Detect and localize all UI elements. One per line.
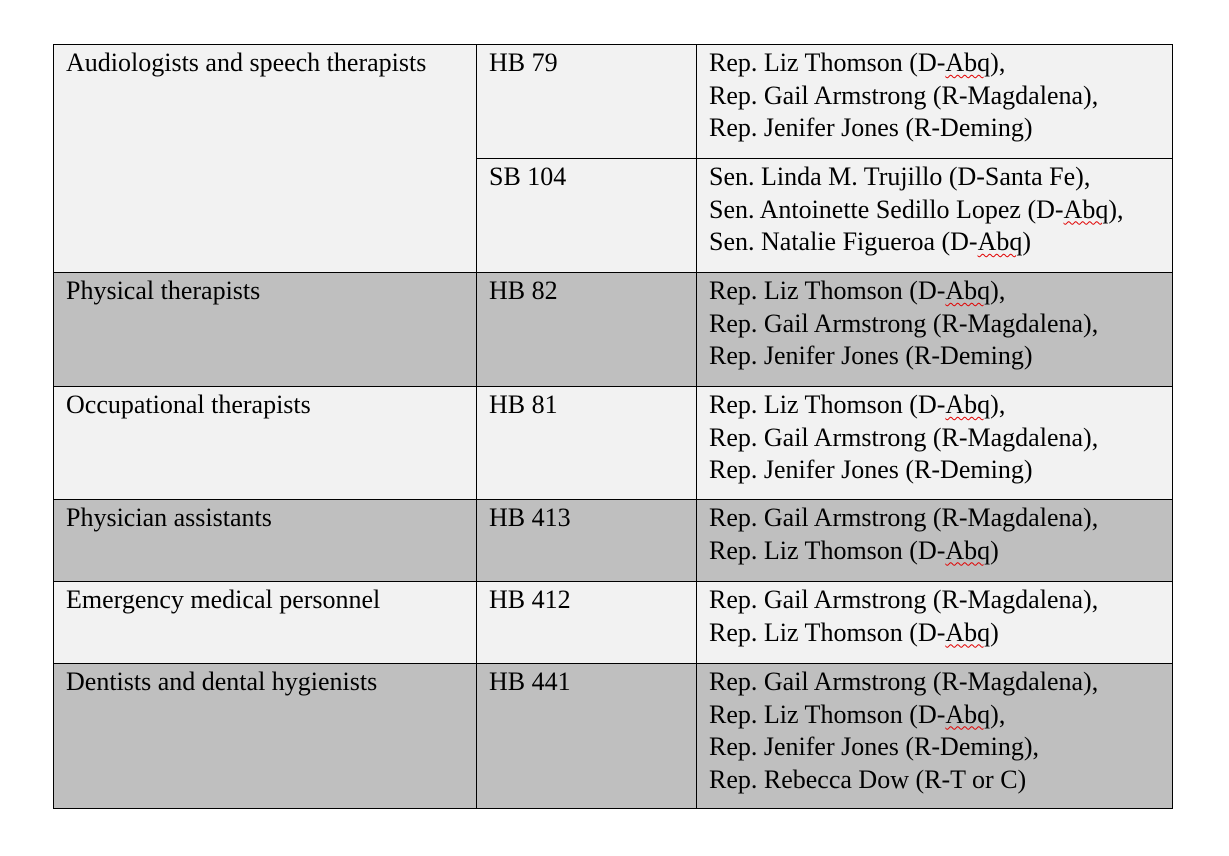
spellcheck-underline: Abq xyxy=(945,617,991,647)
spellcheck-underline: Abq xyxy=(945,276,991,305)
sponsors-cell xyxy=(697,45,1173,159)
profession-cell: Occupational therapists xyxy=(54,387,477,500)
sponsors-cell xyxy=(697,664,1173,809)
sponsor-line: Rep. Liz Thomson (D-Abq) xyxy=(709,617,999,647)
sponsors-cell xyxy=(697,273,1173,387)
sponsor-line: Rep. Jenifer Jones (R-Deming) xyxy=(709,455,1033,484)
bill-number-cell: SB 104 xyxy=(477,159,697,273)
sponsor-line: Rep. Jenifer Jones (R-Deming) xyxy=(709,113,1033,142)
sponsor-line: Rep. Gail Armstrong (R-Magdalena), xyxy=(709,503,1099,532)
bill-number-cell: HB 81 xyxy=(477,387,697,500)
table-row xyxy=(54,500,1173,582)
sponsor-line: Rep. Gail Armstrong (R-Magdalena), xyxy=(709,308,1099,338)
sponsor-line: Sen. Antoinette Sedillo Lopez (D-Abq), xyxy=(709,194,1124,224)
sponsor-line: Rep. Gail Armstrong (R-Magdalena), xyxy=(709,422,1099,452)
table-row xyxy=(54,45,1173,159)
bills-table xyxy=(53,44,1173,809)
bill-number-cell: HB 441 xyxy=(477,664,697,809)
sponsor-line: Rep. Jenifer Jones (R-Deming), xyxy=(709,732,1039,761)
sponsor-line: Rep. Rebecca Dow (R-T or C) xyxy=(709,764,1027,794)
sponsors-cell xyxy=(697,387,1173,500)
sponsor-line: Rep. Gail Armstrong (R-Magdalena), xyxy=(709,585,1099,614)
bill-number-cell: HB 82 xyxy=(477,273,697,387)
sponsors-cell xyxy=(697,159,1173,273)
sponsor-line: Rep. Liz Thomson (D-Abq), xyxy=(709,390,1006,419)
spellcheck-underline: Abq xyxy=(945,390,991,419)
sponsor-line: Rep. Liz Thomson (D-Abq), xyxy=(709,699,1006,729)
sponsor-line: Rep. Liz Thomson (D-Abq), xyxy=(709,48,1006,77)
sponsor-line: Rep. Gail Armstrong (R-Magdalena), xyxy=(709,667,1099,696)
bill-number-cell: HB 413 xyxy=(477,500,697,582)
spellcheck-underline: Abq xyxy=(945,535,991,565)
sponsor-line: Rep. Jenifer Jones (R-Deming) xyxy=(709,341,1033,370)
spellcheck-underline: Abq xyxy=(945,48,991,77)
table-row xyxy=(54,582,1173,664)
bill-number-cell: HB 412 xyxy=(477,582,697,664)
spellcheck-underline: Abq xyxy=(977,227,1023,256)
sponsors-cell xyxy=(697,582,1173,664)
table-row xyxy=(54,387,1173,500)
sponsor-line: Sen. Natalie Figueroa (D-Abq) xyxy=(709,227,1032,256)
profession-cell: Physical therapists xyxy=(54,273,477,387)
sponsor-line: Rep. Gail Armstrong (R-Magdalena), xyxy=(709,80,1099,110)
profession-cell: Physician assistants xyxy=(54,500,477,582)
sponsor-line: Rep. Liz Thomson (D-Abq), xyxy=(709,276,1006,305)
sponsor-line: Rep. Liz Thomson (D-Abq) xyxy=(709,535,999,565)
bill-number-cell: HB 79 xyxy=(477,45,697,159)
spellcheck-underline: Abq xyxy=(1063,194,1109,224)
profession-cell: Dentists and dental hygienists xyxy=(54,664,477,809)
profession-cell: Audiologists and speech therapists xyxy=(54,45,477,273)
table-row xyxy=(54,273,1173,387)
spellcheck-underline: Abq xyxy=(945,699,991,729)
profession-cell: Emergency medical personnel xyxy=(54,582,477,664)
table-row xyxy=(54,664,1173,809)
sponsor-line: Sen. Linda M. Trujillo (D-Santa Fe), xyxy=(709,162,1091,191)
sponsors-cell xyxy=(697,500,1173,582)
